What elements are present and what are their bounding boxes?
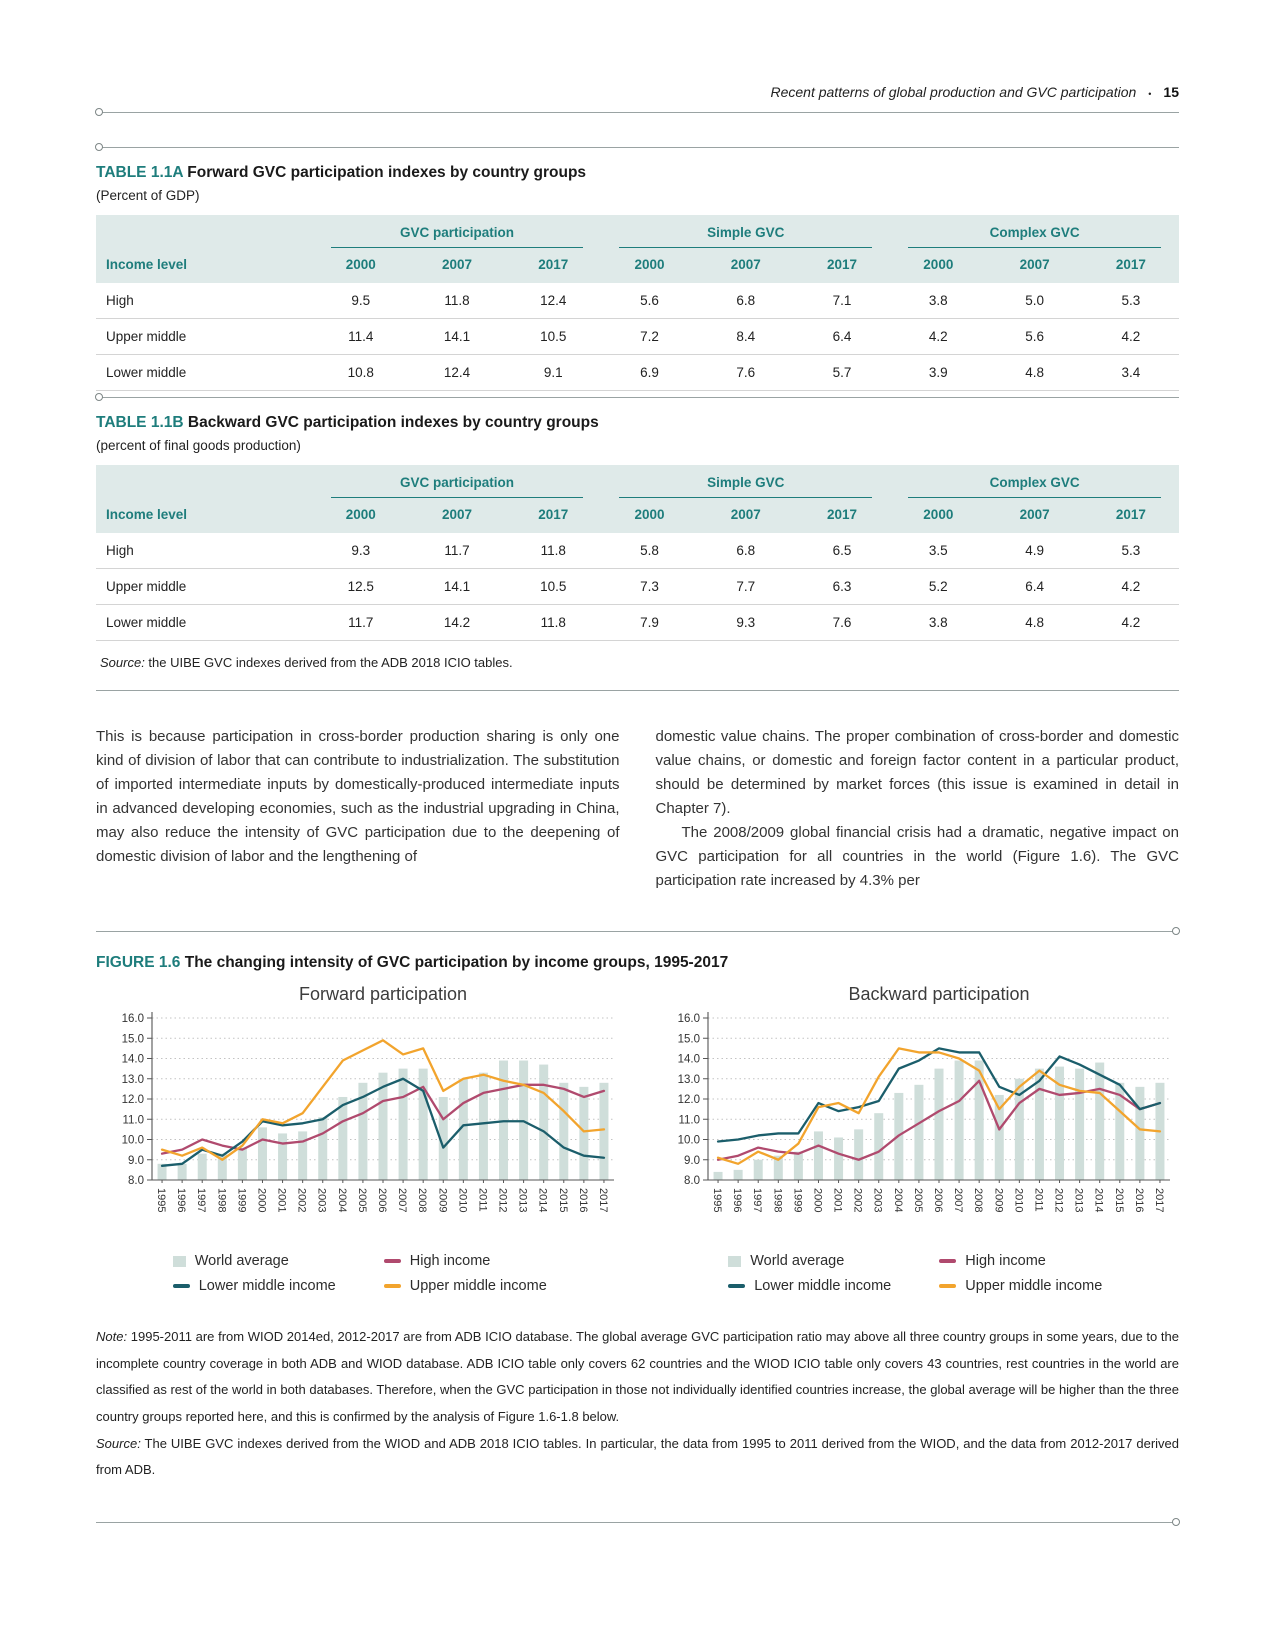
year-header: 2000 <box>890 248 986 283</box>
table-cell: 5.3 <box>1083 283 1179 319</box>
year-header: 2007 <box>698 248 794 283</box>
x-axis-year-label: 2005 <box>355 1188 368 1213</box>
table-row <box>96 569 1179 605</box>
y-axis-tick-label: 13.0 <box>677 1073 700 1086</box>
table-year-header-row <box>96 498 1179 533</box>
legend-label: Upper middle income <box>409 1278 547 1294</box>
table-cell: 9.3 <box>313 533 409 569</box>
row-label: Lower middle <box>96 605 313 641</box>
legend-item <box>939 1278 1102 1294</box>
x-axis-year-label: 2014 <box>1092 1188 1105 1213</box>
year-header: 2000 <box>313 498 409 533</box>
legend-line-swatch-icon <box>384 1259 401 1262</box>
y-axis-tick-label: 12.0 <box>677 1094 700 1106</box>
year-header: 2000 <box>890 498 986 533</box>
table-cell: 10.5 <box>505 569 601 605</box>
table-cell: 7.6 <box>698 355 794 391</box>
year-header: 2007 <box>409 248 505 283</box>
table-cell: 14.1 <box>409 319 505 355</box>
legend-line-swatch-icon <box>173 1284 190 1287</box>
figure-note <box>96 1324 1179 1431</box>
table-source <box>100 655 1179 670</box>
year-header: 2017 <box>1083 498 1179 533</box>
income-level-header: Income level <box>96 498 313 533</box>
y-axis-tick-label: 16.0 <box>677 1013 700 1025</box>
table-cell: 3.5 <box>890 533 986 569</box>
x-axis-year-label: 2002 <box>851 1188 864 1213</box>
table-cell: 11.8 <box>505 533 601 569</box>
table-cell: 10.8 <box>313 355 409 391</box>
table-cell: 12.4 <box>409 355 505 391</box>
chart-backward-participation <box>652 984 1180 1294</box>
table-backward-gvc <box>96 465 1179 641</box>
x-axis-year-label: 1997 <box>750 1188 763 1213</box>
x-axis-year-label: 1996 <box>730 1188 743 1213</box>
table-row <box>96 355 1179 391</box>
table-b-title-text: Backward GVC participation indexes by country groups <box>187 414 599 431</box>
legend-item <box>384 1278 547 1294</box>
x-axis-year-label: 2016 <box>576 1188 589 1213</box>
table-cell: 4.9 <box>986 533 1082 569</box>
y-axis-tick-label: 14.0 <box>677 1053 700 1066</box>
x-axis-year-label: 2004 <box>335 1188 348 1213</box>
group-header-label: Complex GVC <box>908 225 1161 248</box>
table-a-label: TABLE 1.1A <box>96 164 183 181</box>
group-header-label: GVC participation <box>331 225 584 248</box>
running-header <box>96 84 1179 100</box>
table-a-divider <box>96 147 1179 148</box>
table-a-subtitle: (Percent of GDP) <box>96 188 200 203</box>
row-label: High <box>96 283 313 319</box>
group-header-label: Simple GVC <box>619 225 872 248</box>
x-axis-year-label: 2010 <box>1011 1188 1024 1213</box>
x-axis-year-label: 2016 <box>1132 1188 1145 1213</box>
header-bullet: • <box>1148 89 1152 99</box>
group-header-label: GVC participation <box>331 475 584 498</box>
x-axis-year-label: 2012 <box>496 1188 509 1213</box>
table-cell: 14.2 <box>409 605 505 641</box>
table-cell: 7.3 <box>601 569 697 605</box>
table-cell: 11.8 <box>409 283 505 319</box>
chart-title: Backward participation <box>847 984 1030 1004</box>
y-axis-tick-label: 10.0 <box>121 1134 144 1147</box>
table-cell: 7.6 <box>794 605 890 641</box>
chart-legend <box>652 1253 1180 1294</box>
figure-divider <box>96 931 1179 932</box>
figure-source-text: The UIBE GVC indexes derived from the WIOD and ADB 2018 ICIO tables. In particular, the data from 1995 to 2011 derived from the WIOD, and the data from 2012-2017 derived from ADB. <box>96 1435 1179 1478</box>
legend-item <box>384 1253 547 1269</box>
table-cell: 10.5 <box>505 319 601 355</box>
table-row <box>96 283 1179 319</box>
table-cell: 4.2 <box>1083 605 1179 641</box>
table-cell: 7.9 <box>601 605 697 641</box>
group-header <box>313 465 602 498</box>
legend-item <box>173 1278 336 1294</box>
table-cell: 12.5 <box>313 569 409 605</box>
table-cell: 11.7 <box>313 605 409 641</box>
table-b-subtitle: (percent of final goods production) <box>96 438 301 453</box>
table-cell: 11.4 <box>313 319 409 355</box>
body-text <box>96 725 1179 893</box>
blank-header-cell <box>96 465 313 498</box>
chart-legend <box>96 1253 624 1294</box>
y-axis-tick-label: 8.0 <box>683 1175 700 1187</box>
table-cell: 5.6 <box>986 319 1082 355</box>
table-row <box>96 533 1179 569</box>
x-axis-year-label: 2004 <box>891 1188 904 1213</box>
table-cell: 4.2 <box>890 319 986 355</box>
year-header: 2017 <box>1083 248 1179 283</box>
legend-label: Upper middle income <box>965 1278 1103 1294</box>
x-axis-year-label: 2007 <box>396 1188 409 1213</box>
header-divider <box>96 112 1179 113</box>
legend-line-swatch-icon <box>728 1284 745 1287</box>
legend-label: Lower middle income <box>754 1278 892 1294</box>
table-block-forward <box>96 147 1179 391</box>
income-level-header: Income level <box>96 248 313 283</box>
table-cell: 3.9 <box>890 355 986 391</box>
divider-dot-icon <box>95 143 103 151</box>
year-header: 2007 <box>986 498 1082 533</box>
x-axis-year-label: 2006 <box>376 1188 388 1213</box>
legend-bar-swatch-icon <box>728 1256 741 1267</box>
paragraph: The 2008/2009 global financial crisis had a dramatic, negative impact on GVC participation for all countries in the world (Figure 1.6). The GVC participation rate increased by 4.3% per <box>655 824 1179 889</box>
legend-item <box>728 1253 891 1269</box>
x-axis-year-label: 1996 <box>175 1188 188 1213</box>
table-a-title-text: Forward GVC participation indexes by country groups <box>187 164 587 181</box>
chart-svg <box>96 984 622 1234</box>
x-axis-year-label: 2012 <box>1052 1188 1065 1213</box>
x-axis-year-label: 1998 <box>770 1188 783 1213</box>
divider-dot-icon <box>95 108 103 116</box>
table-cell: 7.7 <box>698 569 794 605</box>
year-header: 2017 <box>794 498 890 533</box>
table-a-title <box>96 164 1179 182</box>
bottom-divider <box>96 1522 1179 1523</box>
table-b-label: TABLE 1.1B <box>96 414 184 431</box>
x-axis-year-label: 2008 <box>971 1188 984 1213</box>
x-axis-year-label: 1995 <box>710 1188 723 1213</box>
table-block-backward <box>96 397 1179 670</box>
year-header: 2007 <box>409 498 505 533</box>
x-axis-year-label: 2001 <box>275 1188 288 1213</box>
legend-item <box>173 1253 336 1269</box>
table-group-header-row <box>96 465 1179 498</box>
table-cell: 5.2 <box>890 569 986 605</box>
year-header: 2000 <box>601 248 697 283</box>
divider-dot-icon <box>1172 927 1180 935</box>
x-axis-year-label: 2013 <box>516 1188 529 1213</box>
y-axis-tick-label: 11.0 <box>677 1114 700 1127</box>
year-header: 2007 <box>986 248 1082 283</box>
running-header-title: Recent patterns of global production and GVC participation <box>770 84 1137 100</box>
x-axis-year-label: 2015 <box>556 1188 569 1213</box>
paragraph: domestic value chains. The proper combination of cross-border and domestic value chains, or domestic and foreign factor content in a particular product, should be determined by market forces (this issue is examined in detail in Chapter 7). <box>655 728 1179 817</box>
group-header <box>601 215 890 248</box>
table-cell: 7.1 <box>794 283 890 319</box>
figure-title-text: The changing intensity of GVC participation by income groups, 1995-2017 <box>184 954 729 971</box>
x-axis-year-label: 2017 <box>1152 1188 1165 1213</box>
table-cell: 5.8 <box>601 533 697 569</box>
table-cell: 3.8 <box>890 283 986 319</box>
figure-label: FIGURE 1.6 <box>96 954 181 971</box>
y-axis-tick-label: 9.0 <box>128 1154 144 1167</box>
year-header: 2000 <box>601 498 697 533</box>
x-axis-year-label: 2000 <box>255 1188 268 1213</box>
table-year-header-row <box>96 248 1179 283</box>
table-cell: 6.9 <box>601 355 697 391</box>
legend-label: High income <box>965 1253 1046 1269</box>
x-axis-year-label: 2011 <box>476 1188 489 1212</box>
group-header <box>890 465 1179 498</box>
legend-line-swatch-icon <box>939 1259 956 1262</box>
x-axis-year-label: 2000 <box>810 1188 823 1213</box>
legend-line-swatch-icon <box>939 1284 956 1287</box>
group-header-label: Complex GVC <box>908 475 1161 498</box>
y-axis-tick-label: 11.0 <box>122 1114 144 1127</box>
x-axis-year-label: 2015 <box>1112 1188 1125 1213</box>
table-cell: 9.5 <box>313 283 409 319</box>
y-axis-tick-label: 14.0 <box>121 1053 144 1066</box>
x-axis-year-label: 1999 <box>790 1188 803 1213</box>
y-axis-tick-label: 16.0 <box>121 1013 144 1025</box>
legend-label: Lower middle income <box>198 1278 336 1294</box>
table-forward-gvc <box>96 215 1179 391</box>
legend-item <box>939 1253 1102 1269</box>
table-cell: 6.8 <box>698 533 794 569</box>
table-cell: 9.1 <box>505 355 601 391</box>
divider-dot-icon <box>1172 1518 1180 1526</box>
figure-title <box>96 954 1179 972</box>
x-axis-year-label: 2005 <box>911 1188 924 1213</box>
table-cell: 12.4 <box>505 283 601 319</box>
figure-note-text: 1995-2011 are from WIOD 2014ed, 2012-2017 are from ADB ICIO database. The global average GVC participation ratio may above all three country groups in some years, due to the incomplete country coverage in both ADB and WIOD database. ADB ICIO table only covers 62 countries and the WIOD ICIO table only covers 43 countries, rest countries in the world are classified as rest of the world in both databases. Therefore, when the GVC participation in those not individually identified countries increase, the global average will be higher than the three country groups reported here, and this is confirmed by the analysis of Figure 1.6-1.8 below. <box>96 1329 1179 1424</box>
chart-forward-participation <box>96 984 624 1294</box>
paragraph: This is because participation in cross-border production sharing is only one kind of division of labor that can contribute to industrialization. The substitution of imported intermediate inputs by domestically-produced intermediate inputs in advanced developing economies, such as the industrial upgrading in China, may also reduce the intensity of GVC participation due to the deepening of domestic division of labor and the lengthening of <box>96 728 620 865</box>
table-row <box>96 319 1179 355</box>
x-axis-year-label: 2003 <box>315 1188 328 1213</box>
table-cell: 6.5 <box>794 533 890 569</box>
legend-label: High income <box>409 1253 491 1269</box>
page-number: 15 <box>1163 84 1179 100</box>
y-axis-tick-label: 15.0 <box>121 1033 144 1046</box>
legend-label: World average <box>750 1253 845 1269</box>
x-axis-year-label: 2008 <box>416 1188 429 1213</box>
table-cell: 5.3 <box>1083 533 1179 569</box>
table-source-label: Source: <box>100 655 145 670</box>
charts-row <box>96 984 1179 1294</box>
y-axis-tick-label: 9.0 <box>683 1154 700 1167</box>
table-cell: 3.4 <box>1083 355 1179 391</box>
x-axis-year-label: 2017 <box>596 1188 609 1213</box>
table-cell: 14.1 <box>409 569 505 605</box>
y-axis-tick-label: 13.0 <box>121 1073 144 1086</box>
year-header: 2000 <box>313 248 409 283</box>
table-cell: 11.7 <box>409 533 505 569</box>
row-label: Upper middle <box>96 319 313 355</box>
year-header: 2017 <box>505 498 601 533</box>
x-axis-year-label: 1999 <box>235 1188 248 1213</box>
table-group-header-row <box>96 215 1179 248</box>
x-axis-year-label: 2003 <box>871 1188 884 1213</box>
table-cell: 4.8 <box>986 605 1082 641</box>
table-b-title <box>96 414 1179 432</box>
figure-source-label: Source: <box>96 1435 141 1451</box>
table-row <box>96 605 1179 641</box>
x-axis-year-label: 1995 <box>155 1188 168 1213</box>
row-label: High <box>96 533 313 569</box>
blank-header-cell <box>96 215 313 248</box>
table-cell: 6.3 <box>794 569 890 605</box>
legend-label: World average <box>194 1253 289 1269</box>
table-cell: 5.6 <box>601 283 697 319</box>
x-axis-year-label: 2002 <box>295 1188 308 1213</box>
table-cell: 6.4 <box>794 319 890 355</box>
x-axis-year-label: 1997 <box>195 1188 208 1213</box>
body-column-right <box>656 725 1180 893</box>
table-cell: 3.8 <box>890 605 986 641</box>
x-axis-year-label: 2013 <box>1072 1188 1085 1213</box>
x-axis-year-label: 2011 <box>1031 1188 1044 1212</box>
y-axis-tick-label: 10.0 <box>677 1134 700 1147</box>
legend-bar-swatch-icon <box>173 1256 186 1267</box>
figure-notes <box>96 1324 1179 1484</box>
group-header-label: Simple GVC <box>619 475 872 498</box>
group-header <box>601 465 890 498</box>
year-header: 2017 <box>505 248 601 283</box>
x-axis-year-label: 2007 <box>951 1188 964 1213</box>
x-axis-year-label: 1998 <box>215 1188 228 1213</box>
figure-block <box>96 931 1179 1484</box>
figure-source <box>96 1431 1179 1484</box>
y-axis-tick-label: 15.0 <box>677 1033 700 1046</box>
table-source-text: the UIBE GVC indexes derived from the ADB 2018 ICIO tables. <box>144 655 513 670</box>
y-axis-tick-label: 8.0 <box>128 1175 144 1187</box>
table-cell: 4.8 <box>986 355 1082 391</box>
table-cell: 7.2 <box>601 319 697 355</box>
chart-title: Forward participation <box>298 984 468 1004</box>
x-axis-year-label: 2014 <box>536 1188 549 1213</box>
group-header <box>890 215 1179 248</box>
x-axis-year-label: 2009 <box>436 1188 449 1213</box>
year-header: 2007 <box>698 498 794 533</box>
table-cell: 5.7 <box>794 355 890 391</box>
table-cell: 5.0 <box>986 283 1082 319</box>
table-cell: 4.2 <box>1083 569 1179 605</box>
table-cell: 6.4 <box>986 569 1082 605</box>
table-cell: 11.8 <box>505 605 601 641</box>
table-cell: 9.3 <box>698 605 794 641</box>
chart-svg <box>652 984 1178 1234</box>
row-label: Upper middle <box>96 569 313 605</box>
x-axis-year-label: 2009 <box>991 1188 1004 1213</box>
table-b-divider <box>96 397 1179 398</box>
year-header: 2017 <box>794 248 890 283</box>
legend-item <box>728 1278 891 1294</box>
divider-dot-icon <box>95 393 103 401</box>
group-header <box>313 215 602 248</box>
y-axis-tick-label: 12.0 <box>121 1094 144 1106</box>
figure-note-label: Note: <box>96 1329 128 1344</box>
x-axis-year-label: 2001 <box>831 1188 844 1213</box>
table-cell: 4.2 <box>1083 319 1179 355</box>
x-axis-year-label: 2010 <box>456 1188 469 1213</box>
section-divider <box>96 690 1179 691</box>
x-axis-year-label: 2006 <box>931 1188 944 1213</box>
row-label: Lower middle <box>96 355 313 391</box>
legend-line-swatch-icon <box>384 1284 401 1287</box>
body-column-left <box>96 725 620 893</box>
table-cell: 6.8 <box>698 283 794 319</box>
table-cell: 8.4 <box>698 319 794 355</box>
